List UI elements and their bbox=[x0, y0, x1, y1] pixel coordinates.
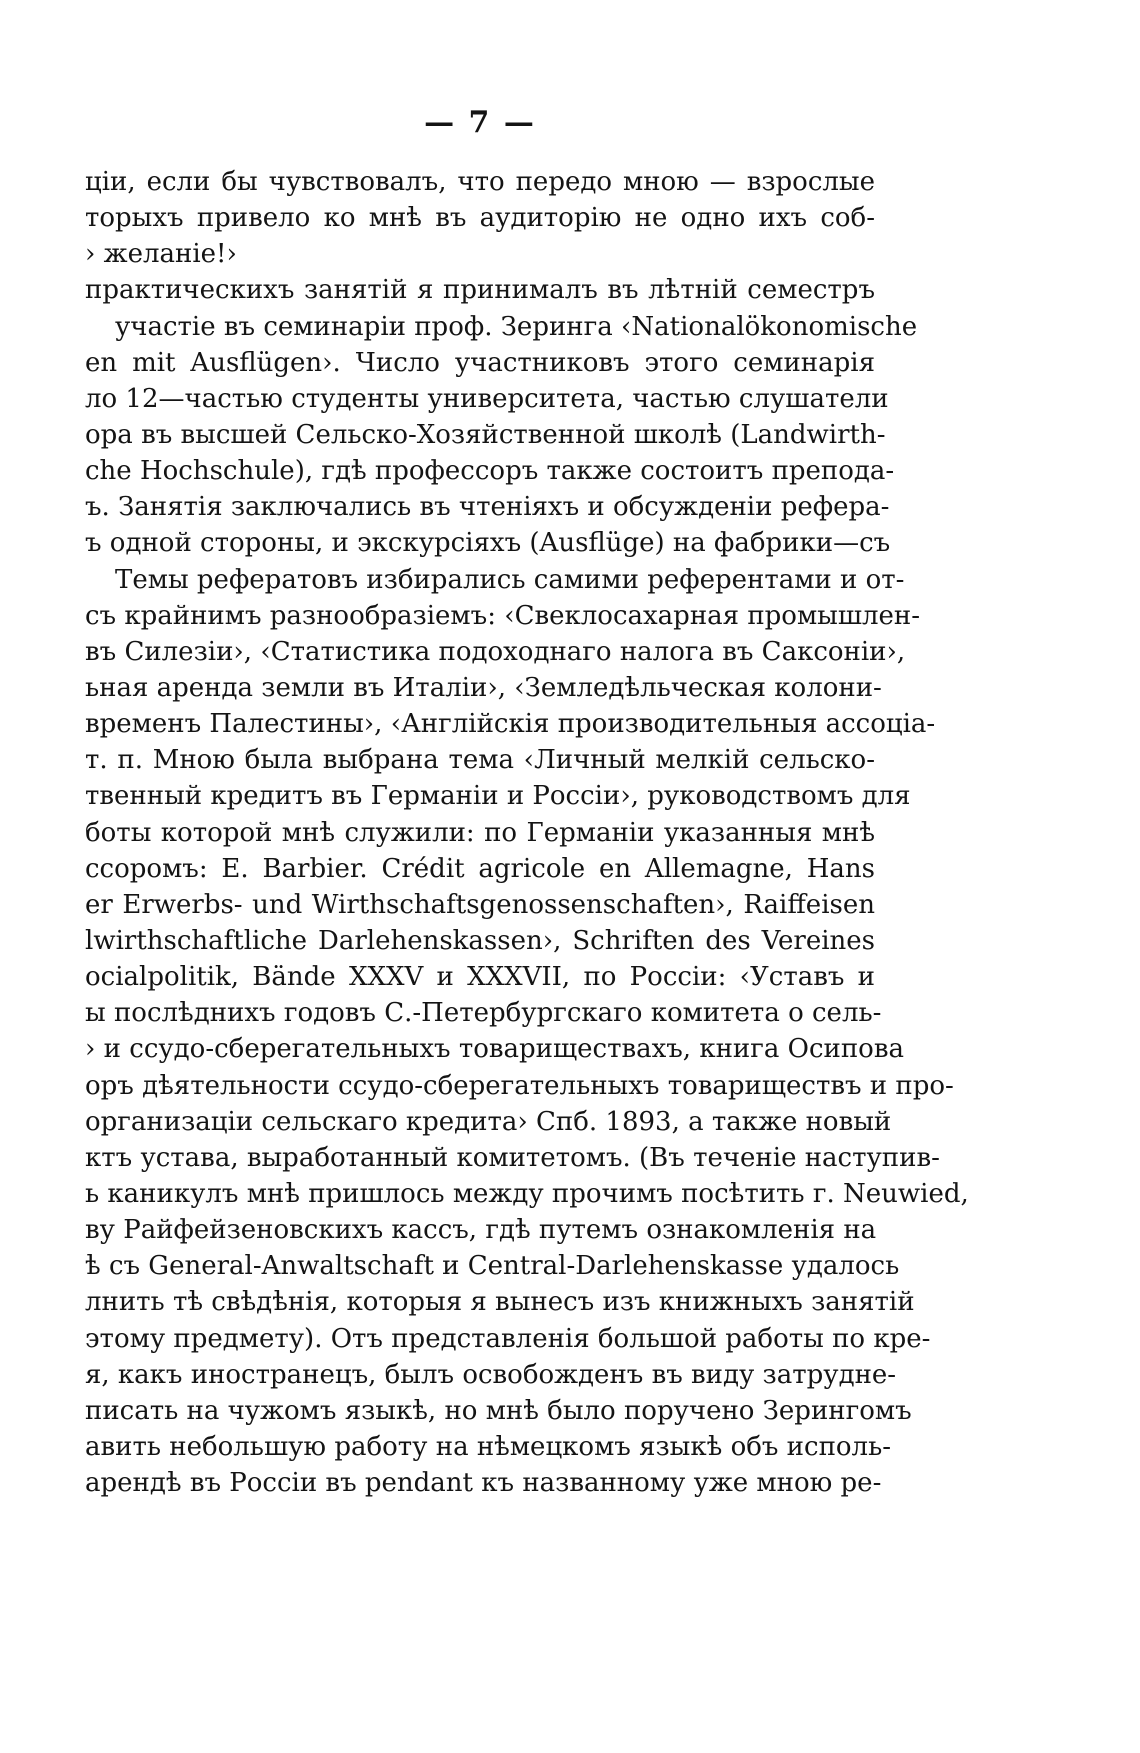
text-line: › желаніе!› bbox=[85, 239, 237, 270]
text-line: ву Райфейзеновскихъ кассъ, гдѣ путемъ ознакомленія на bbox=[85, 1215, 877, 1246]
text-line: въ Силезіи›, ‹Статистика подоходнаго налога въ Саксоніи›, bbox=[85, 636, 906, 667]
text-line: ь каникулъ мнѣ пришлось между прочимъ посѣтить г. Neuwied, bbox=[85, 1178, 969, 1209]
text-line: лнить тѣ свѣдѣнія, которыя я вынесъ изъ книжныхъ занятій bbox=[85, 1287, 915, 1318]
text-line: писать на чужомъ языкѣ, но мнѣ было поручено Зерингомъ bbox=[85, 1395, 912, 1426]
text-line: торыхъ привело ко мнѣ въ аудиторію не одно ихъ соб- bbox=[85, 203, 875, 234]
text-line: lwirthschaftliche Darlehenskassen›, Schriften des Vereines bbox=[85, 925, 875, 956]
text-line: › и ссудо-сберегательныхъ товариществахъ, книга Осипова bbox=[85, 1034, 904, 1065]
text-line: ціи, если бы чувствовалъ, что передо мною — взрослые bbox=[85, 167, 875, 197]
text-line: ъ. Занятія заключались въ чтеніяхъ и обсужденіи рефера- bbox=[85, 492, 890, 523]
text-line: боты которой мнѣ служили: по Германіи указанныя мнѣ bbox=[85, 817, 875, 848]
text-line: т. п. Мною была выбрана тема ‹Личный мелкій сельско- bbox=[85, 745, 875, 776]
text-line: организаціи сельскаго кредита› Спб. 1893, а также новый bbox=[85, 1106, 892, 1137]
text-line: съ крайнимъ разнообразіемъ: ‹Свеклосахарная промышлен- bbox=[85, 600, 921, 631]
text-line: участіе въ семинаріи проф. Зеринга ‹Nationalökonomische bbox=[115, 311, 918, 342]
text-line: er Erwerbs- und Wirthschaftsgenossenschaften›, Raiffeisen bbox=[85, 889, 875, 920]
page-number: — 7 — bbox=[424, 105, 536, 140]
text-line: ы послѣднихъ годовъ С.-Петербургскаго комитета о сель- bbox=[85, 998, 882, 1029]
text-line: оръ дѣятельности ссудо-сберегательныхъ товариществъ и про- bbox=[85, 1070, 954, 1101]
text-line: временъ Палестины›, ‹Англійскія производительныя ассоціа- bbox=[85, 709, 936, 740]
text-line: ocialpolitik, Bände XXXV и XXXVII, по Россіи: ‹Уставъ и bbox=[85, 962, 875, 993]
text-line: авить небольшую работу на нѣмецкомъ языкѣ объ исполь- bbox=[85, 1431, 892, 1462]
text-line: ло 12—частью студенты университета, частью слушатели bbox=[85, 383, 889, 414]
text-line: ссоромъ: E. Barbier. Crédit agricole en Allemagne, Hans bbox=[85, 853, 875, 884]
text-line: практическихъ занятій я принималъ въ лѣтній семестръ bbox=[85, 275, 875, 306]
text-line: en mit Ausflügen›. Число участниковъ этого семинарія bbox=[85, 347, 875, 378]
text-line: арендѣ въ Россіи въ pendant къ названному уже мною ре- bbox=[85, 1468, 882, 1499]
text-line: этому предмету). Отъ представленія большой работы по кре- bbox=[85, 1323, 931, 1354]
text-line: ора въ высшей Сельско-Хозяйственной школѣ (Landwirth- bbox=[85, 419, 886, 450]
text-line: ктъ устава, выработанный комитетомъ. (Въ теченіе наступив- bbox=[85, 1142, 940, 1173]
text-line: ьная аренда земли въ Италіи›, ‹Земледѣльческая колони- bbox=[85, 672, 882, 703]
text-line: che Hochschule), гдѣ профессоръ также состоитъ препода- bbox=[85, 456, 895, 487]
text-line: Темы рефератовъ избирались самими референтами и от- bbox=[115, 564, 905, 595]
text-line: твенный кредитъ въ Германіи и Россіи›, руководствомъ для bbox=[85, 781, 911, 812]
text-line: ъ одной стороны, и экскурсіяхъ (Ausflüge) на фабрики—съ bbox=[85, 528, 891, 559]
text-line: ѣ съ General-Anwaltschaft и Central-Darlehenskasse удалось bbox=[85, 1251, 900, 1282]
page-text bbox=[85, 164, 969, 1501]
text-line: я, какъ иностранецъ, былъ освобожденъ въ виду затрудне- bbox=[85, 1359, 897, 1390]
